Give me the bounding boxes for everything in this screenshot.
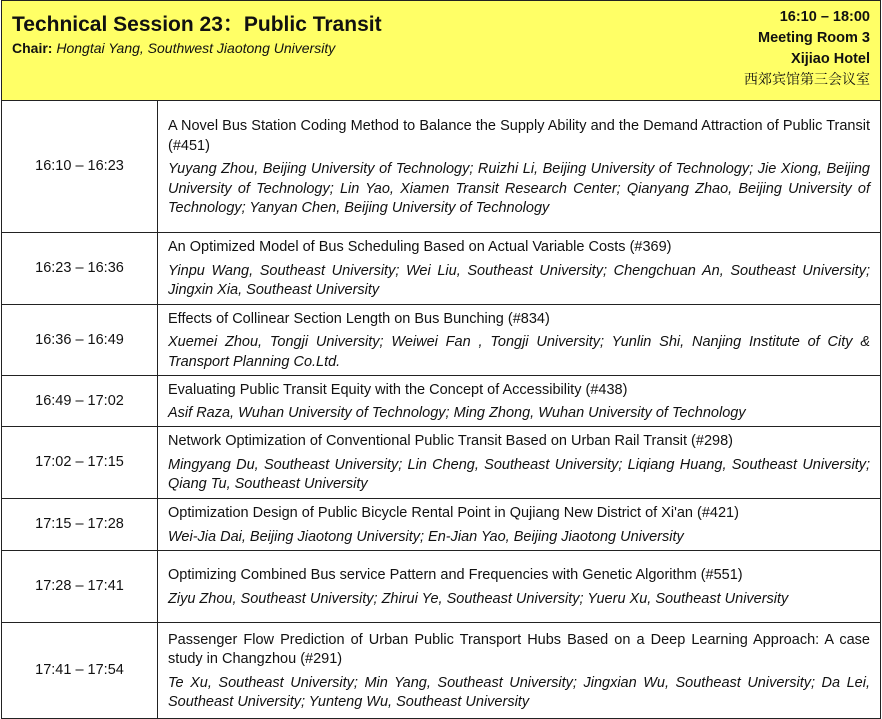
- paper-time: 16:36 – 16:49: [2, 304, 158, 375]
- paper-time: 16:10 – 16:23: [2, 101, 158, 232]
- session-venue: Xijiao Hotel: [791, 51, 870, 67]
- paper-authors: Mingyang Du, Southeast University; Lin Cheng, Southeast University; Liqiang Huang, Southeast University; Qiang Tu, Southeast University: [168, 456, 870, 493]
- paper-time: 16:23 – 16:36: [2, 232, 158, 304]
- paper-title: An Optimized Model of Bus Scheduling Based on Actual Variable Costs (#369): [168, 239, 672, 256]
- session-venue-cn: 西郊宾馆第三会议室: [744, 72, 870, 88]
- session-room: Meeting Room 3: [758, 30, 870, 46]
- paper-time: 17:41 – 17:54: [2, 622, 158, 718]
- paper-cell: [158, 304, 881, 375]
- table-row: [2, 498, 880, 550]
- paper-cell: [158, 426, 881, 498]
- chair-label: Chair:: [12, 40, 53, 56]
- paper-cell: [158, 101, 881, 232]
- session-schedule: [1, 0, 881, 719]
- paper-title: Optimizing Combined Bus service Pattern and Frequencies with Genetic Algorithm (#551): [168, 567, 743, 583]
- paper-authors: Ziyu Zhou, Southeast University; Zhirui Ye, Southeast University; Yueru Xu, Southeast University: [168, 590, 789, 607]
- paper-time: 17:28 – 17:41: [2, 550, 158, 622]
- table-row: [2, 622, 880, 718]
- paper-cell: [158, 375, 881, 426]
- session-title: Technical Session 23：Public Transit: [12, 13, 382, 36]
- table-row: [2, 101, 880, 232]
- paper-cell: [158, 622, 881, 718]
- table-row: [2, 375, 880, 426]
- paper-time: 16:49 – 17:02: [2, 375, 158, 426]
- paper-time: 17:02 – 17:15: [2, 426, 158, 498]
- paper-cell: [158, 550, 881, 622]
- table-row: [2, 232, 880, 304]
- paper-title: Network Optimization of Conventional Public Transit Based on Urban Rail Transit (#298): [168, 433, 733, 450]
- paper-title: Effects of Collinear Section Length on Bus Bunching (#834): [168, 310, 550, 327]
- session-header: [2, 1, 880, 101]
- paper-title: Passenger Flow Prediction of Urban Public Transport Hubs Based on a Deep Learning Approach: A case study in Changzhou (#291): [168, 631, 870, 667]
- paper-authors: Yinpu Wang, Southeast University; Wei Liu, Southeast University; Chengchuan An, Southeast University; Jingxin Xia, Southeast University: [168, 262, 870, 299]
- session-time: 16:10 – 18:00: [779, 9, 870, 25]
- chair-name: Hongtai Yang, Southwest Jiaotong University: [56, 40, 336, 56]
- table-row: [2, 304, 880, 375]
- paper-cell: [158, 498, 881, 550]
- session-logistics: [744, 7, 870, 91]
- paper-cell: [158, 232, 881, 304]
- paper-authors: Asif Raza, Wuhan University of Technology; Ming Zhong, Wuhan University of Technology: [168, 405, 746, 421]
- paper-authors: Xuemei Zhou, Tongji University; Weiwei Fan , Tongji University; Yunlin Shi, Nanjing Institute of City & Transport Planning Co.Ltd.: [168, 334, 870, 370]
- paper-time: 17:15 – 17:28: [2, 498, 158, 550]
- paper-title: A Novel Bus Station Coding Method to Balance the Supply Ability and the Demand Attraction of Public Transit (#451): [168, 118, 870, 154]
- paper-authors: Te Xu, Southeast University; Min Yang, Southeast University; Jingxian Wu, Southeast University; Da Lei, Southeast University; Yunteng Wu, Southeast University: [168, 674, 870, 710]
- papers-table: [2, 101, 880, 719]
- paper-title: Optimization Design of Public Bicycle Rental Point in Qujiang New District of Xi'an (#421): [168, 505, 739, 521]
- table-row: [2, 550, 880, 622]
- paper-authors: Yuyang Zhou, Beijing University of Technology; Ruizhi Li, Beijing University of Technology; Jie Xiong, Beijing University of Technology; Lin Yao, Xiamen Transit Research Center; Qianyang Zhao, Beijing University of Technology; Yanyan Chen, Beijing University of Technology: [168, 161, 870, 216]
- table-row: [2, 426, 880, 498]
- session-chair: [12, 40, 335, 56]
- paper-title: Evaluating Public Transit Equity with the Concept of Accessibility (#438): [168, 381, 628, 398]
- paper-authors: Wei-Jia Dai, Beijing Jiaotong University; En-Jian Yao, Beijing Jiaotong University: [168, 528, 684, 545]
